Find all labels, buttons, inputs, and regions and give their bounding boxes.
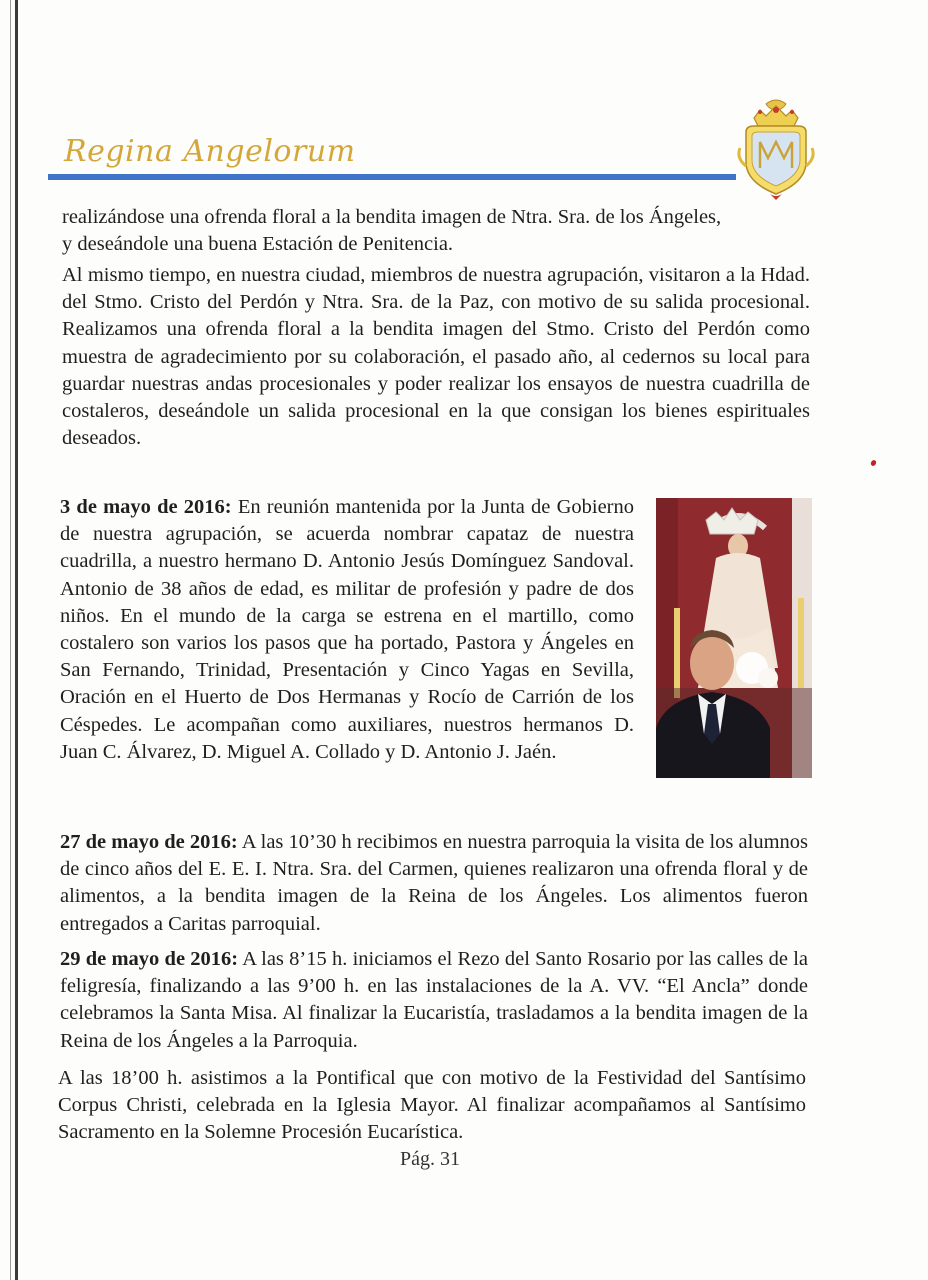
paragraph-text: realizándose una ofrenda floral a la bendita imagen de Ntra. Sra. de los Ángeles, y deseándole una buena Estación de Penitencia. — [62, 206, 722, 256]
entry-27-mayo — [60, 829, 808, 938]
entry-date: 29 de mayo de 2016: — [60, 948, 239, 970]
stray-ink-mark — [870, 459, 877, 467]
header-title: Regina Angelorum — [64, 134, 356, 169]
entry-text: A las 10’30 h recibimos en nuestra parroquia la visita de los alumnos de cinco años del E. E. I. Ntra. Sra. del Carmen, quienes realizaron una ofrenda floral y de alimentos, a la bendita imagen de la Reina de los Ángeles. Los alimentos fueron entregados a Caritas parroquial. — [60, 831, 809, 935]
entry-29-mayo — [60, 946, 808, 1055]
paragraph-text: A las 18’00 h. asistimos a la Pontifical que con motivo de la Festividad del Santísimo Corpus Christi, celebrada en la Iglesia Mayor. Al finalizar acompañamos al Santísimo Sacramento en la Solemne Procesión Eucarística. — [58, 1067, 806, 1144]
marian-crest-icon — [736, 98, 816, 202]
page-binding-shadow — [10, 0, 11, 1280]
paragraph-text: Al mismo tiempo, en nuestra ciudad, miembros de nuestra agrupación, visitaron a la Hdad. del Stmo. Cristo del Perdón y Ntra. Sra. de la Paz, con motivo de su salida procesional. Realizamos una ofrenda floral a la bendita imagen del Stmo. Cristo del Perdón como muestra de agradecimiento por su colaboración, el pasado año, al cedernos su local para guardar nuestras andas procesionales y poder realizar los ensayos de nuestra cuadrilla de costaleros, deseándole un salida procesional en la que consigan los bienes espirituales deseados. — [62, 264, 810, 450]
paragraph-visita-perdon — [62, 262, 810, 452]
photo-illustration — [656, 498, 812, 778]
page-binding-edge — [15, 0, 18, 1280]
entry-3-mayo — [60, 494, 634, 766]
entry-text: En reunión mantenida por la Junta de Gobierno de nuestra agrupación, se acuerda nombrar capataz de nuestra cuadrilla, a nuestro hermano D. Antonio Jesús Domínguez Sandoval. Antonio de 38 años de edad, es militar de profesión y padre de dos niños. En el mundo de la carga se estrena en el martillo, como costalero son varios los pasos que ha portado, Pastora y Ángeles en San Fernando, Trinidad, Presentación y Cinco Yagas en Sevilla, Oración en el Huerto de Dos Hermanas y Rocío de Carrión de los Céspedes. Le acompañan como auxiliares, nuestros hermanos D. Juan C. Álvarez, D. Miguel A. Collado y D. Antonio J. Jaén. — [60, 496, 635, 763]
paragraph-corpus-christi — [58, 1065, 806, 1147]
header-rule — [48, 174, 736, 180]
capataz-photo — [656, 498, 812, 778]
paragraph-continuation — [62, 204, 722, 258]
entry-text: A las 8’15 h. iniciamos el Rezo del Santo Rosario por las calles de la feligresía, finalizando a las 9’00 h. en las instalaciones de la A. VV. “El Ancla” donde celebramos la Santa Misa. Al finalizar la Eucaristía, trasladamos a la bendita imagen de la Reina de los Ángeles a la Parroquia. — [60, 948, 808, 1052]
entry-date: 3 de mayo de 2016: — [60, 496, 232, 518]
entry-date: 27 de mayo de 2016: — [60, 831, 238, 853]
page-number: Pág. 31 — [400, 1148, 460, 1170]
